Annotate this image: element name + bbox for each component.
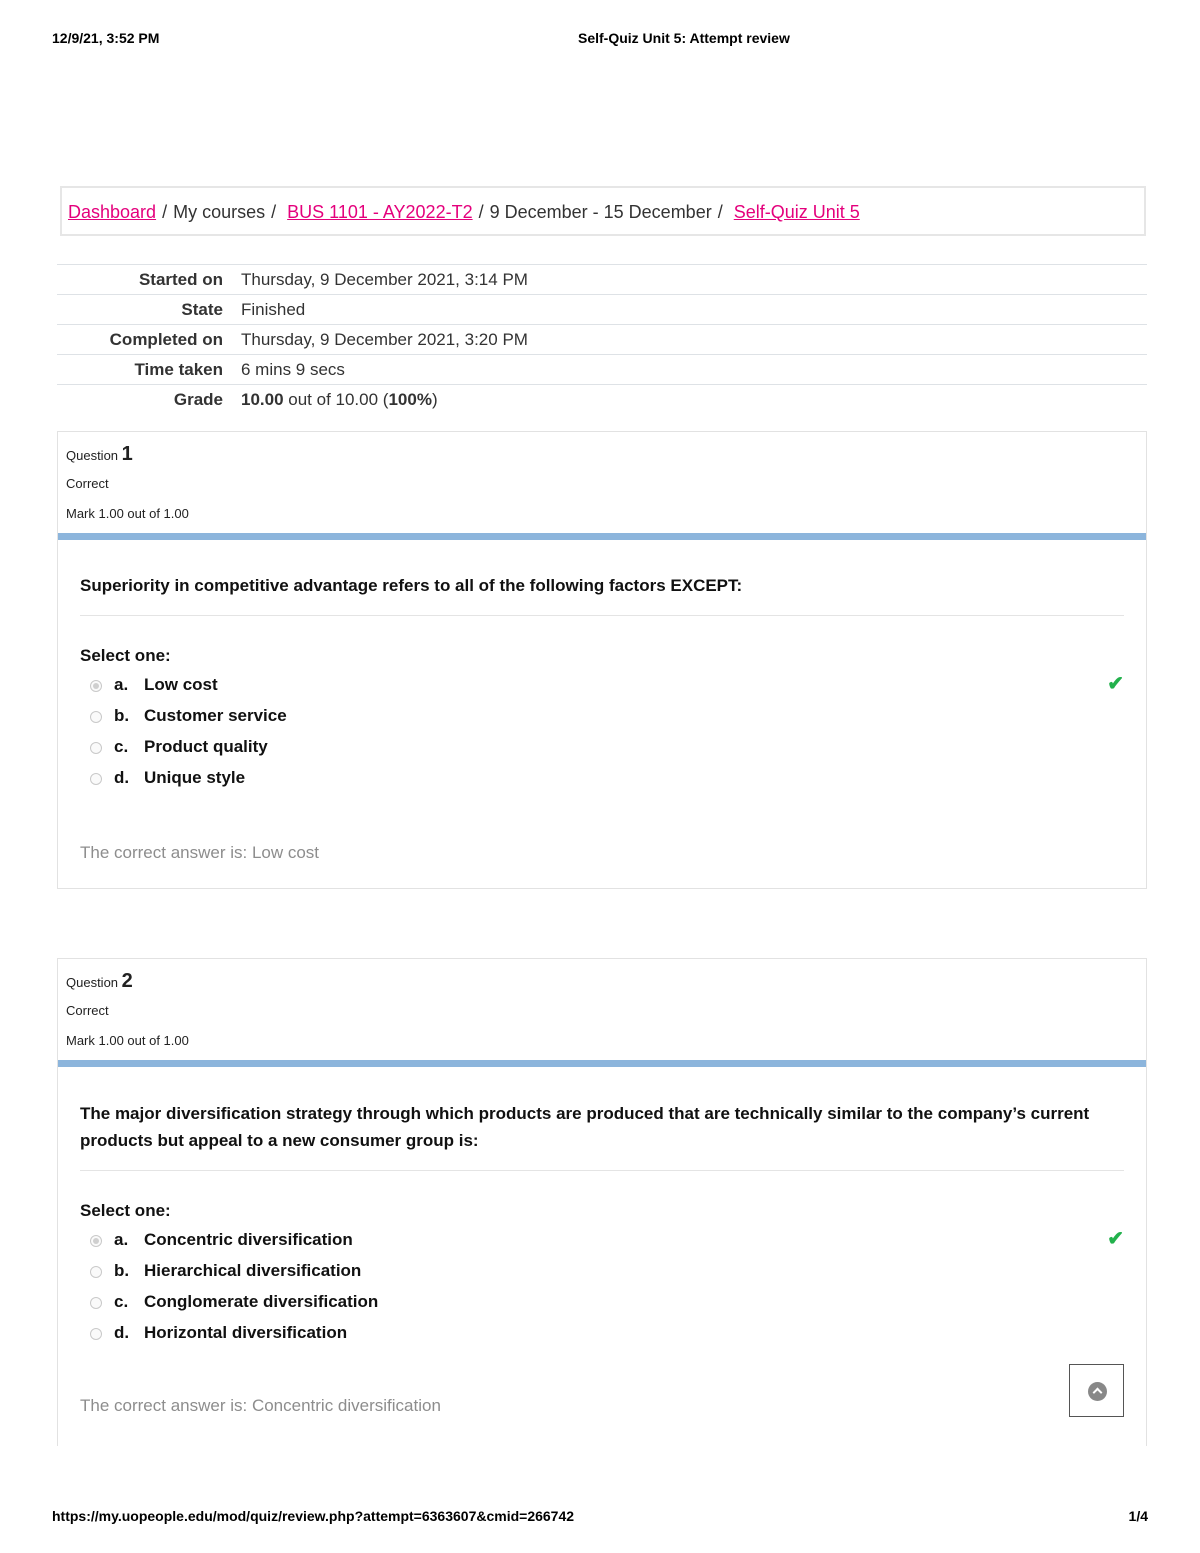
radio-button[interactable] [90,773,102,785]
scroll-to-top-button[interactable] [1069,1364,1124,1417]
answer-options [88,673,1124,799]
option-text: Concentric diversification [144,1230,353,1249]
question-label: Question [66,975,119,990]
answer-option[interactable] [88,1292,1118,1323]
summary-value: 6 mins 9 secs [241,355,1147,385]
print-url: https://my.uopeople.edu/mod/quiz/review.php?attempt=6363607&cmid=266742 [52,1508,575,1524]
print-title: Self-Quiz Unit 5: Attempt review [578,30,790,46]
print-header [52,30,1148,50]
radio-button[interactable] [90,1235,102,1247]
option-letter: a. [114,1230,129,1249]
check-icon: ✔ [1107,673,1124,695]
breadcrumb-separator: / [478,202,484,222]
question-info [66,442,366,532]
answer-option[interactable] [88,1228,1124,1261]
option-text: Unique style [144,768,246,787]
summary-value: Thursday, 9 December 2021, 3:14 PM [241,265,1147,295]
answer-option[interactable] [88,706,1118,737]
option-text: Customer service [144,706,287,725]
correct-answer-feedback: The correct answer is: Concentric diversification [80,1396,441,1415]
summary-label: Started on [57,265,241,295]
radio-button[interactable] [90,1297,102,1309]
breadcrumb-week: 9 December - 15 December [489,202,712,222]
question-divider-bar [58,1060,1146,1067]
question-label: Question [66,448,119,463]
radio-button[interactable] [90,742,102,754]
answer-option[interactable] [88,1261,1118,1292]
check-icon: ✔ [1107,1228,1124,1250]
question-rule [80,1170,1124,1171]
question-num: 2 [121,970,133,992]
print-datetime: 12/9/21, 3:52 PM [52,30,160,46]
question-status: Correct [66,1003,109,1018]
question-mark: Mark 1.00 out of 1.00 [66,506,189,521]
attempt-summary [57,264,1147,414]
question-status: Correct [66,476,109,491]
grade-rest: out of 10.00 ( [283,389,389,409]
chevron-up-icon [1088,1382,1107,1401]
breadcrumb-course[interactable]: BUS 1101 - AY2022-T2 [287,202,473,222]
summary-row [57,265,1147,295]
breadcrumb-quiz[interactable]: Self-Quiz Unit 5 [733,202,860,222]
question-rule [80,615,1124,616]
grade-end: ) [431,389,438,409]
question-divider-bar [58,533,1146,540]
option-letter: b. [114,706,130,725]
question-text: Superiority in competitive advantage refers to all of the following factors EXCEPT: [80,576,743,595]
question-2 [57,958,1147,1446]
summary-value: Thursday, 9 December 2021, 3:20 PM [241,325,1147,355]
summary-label: Time taken [57,355,241,385]
select-one-label: Select one: [80,646,171,665]
answer-option[interactable] [88,673,1124,706]
summary-row [57,295,1147,325]
summary-label: Grade [57,385,241,415]
radio-button[interactable] [90,680,102,692]
answer-option[interactable] [88,1323,1118,1354]
radio-button[interactable] [90,1266,102,1278]
grade-score: 10.00 [241,389,284,409]
summary-row [57,355,1147,385]
breadcrumb [60,186,1146,236]
select-one-label: Select one: [80,1201,171,1220]
question-info [66,969,366,1059]
option-text: Product quality [144,737,268,756]
breadcrumb-my-courses: My courses [173,202,266,222]
question-number [66,969,366,999]
summary-value: Finished [241,295,1147,325]
answer-option[interactable] [88,737,1118,768]
print-footer [52,1508,1148,1528]
radio-button[interactable] [90,1328,102,1340]
breadcrumb-separator: / [162,202,168,222]
question-text: The major diversification strategy through which products are produced that are technically similar to the company’s current products but appeal to a new consumer group is: [80,1104,1090,1150]
breadcrumb-separator: / [717,202,723,222]
grade-percent: 100% [388,389,432,409]
option-letter: a. [114,675,129,694]
print-page-number: 1/4 [1128,1508,1148,1524]
option-letter: c. [114,1292,129,1311]
question-number [66,442,366,472]
answer-options [88,1228,1124,1354]
answer-option[interactable] [88,768,1118,799]
summary-label: Completed on [57,325,241,355]
option-letter: b. [114,1261,130,1280]
breadcrumb-dashboard[interactable]: Dashboard [68,202,157,222]
option-text: Horizontal diversification [144,1323,348,1342]
option-letter: d. [114,1323,130,1342]
question-mark: Mark 1.00 out of 1.00 [66,1033,189,1048]
grade-value [241,385,1147,415]
option-text: Conglomerate diversification [144,1292,379,1311]
option-text: Low cost [144,675,218,694]
breadcrumb-separator: / [271,202,277,222]
correct-answer-feedback: The correct answer is: Low cost [80,843,320,862]
option-letter: c. [114,737,129,756]
summary-label: State [57,295,241,325]
option-text: Hierarchical diversification [144,1261,362,1280]
radio-button[interactable] [90,711,102,723]
option-letter: d. [114,768,130,787]
question-1 [57,431,1147,889]
question-num: 1 [121,443,133,465]
summary-row [57,385,1147,415]
summary-row [57,325,1147,355]
